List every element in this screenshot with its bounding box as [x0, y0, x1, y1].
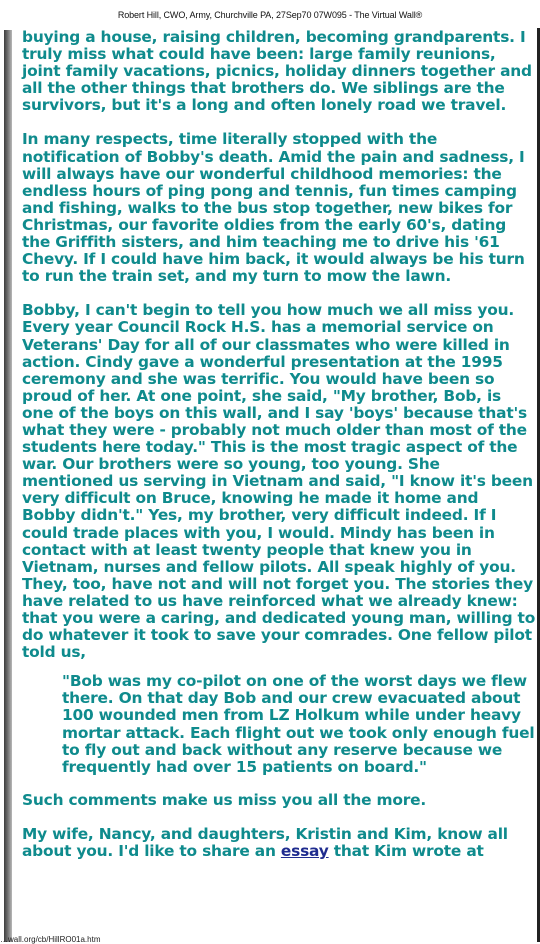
block-quote: "Bob was my co-pilot on one of the worst days we flew there. On that day Bob and our crew evacuated about 100 wounded men from LZ Holkum while under heavy mortar attack. Each flight out we took only enough fuel to fly out and back without any reserve because we frequently had over 15 patients on board." — [62, 672, 535, 776]
letter-body — [22, 29, 536, 860]
footer-url: …wall.org/cb/HillRO01a.htm — [0, 935, 101, 944]
paragraph-5 — [22, 826, 536, 860]
essay-link[interactable]: essay — [280, 842, 329, 861]
left-margin-bar — [4, 30, 12, 942]
paragraph-2: In many respects, time literally stopped with the notification of Bobby's death. Amid the pain and sadness, I will always have our wonderful childhood memories: the endless hours of ping pong and tennis, fun times camping and fishing, walks to the bus stop together, new bikes for Christmas, our favorite oldies from the early 60's, dating the Griffith sisters, and him teaching me to drive his '61 Chevy. If I could have him back, it would always be his turn to run the train set, and my turn to mow the lawn. — [22, 130, 525, 286]
paragraph-3: Bobby, I can't begin to tell you how much we all miss you. Every year Council Rock H.S. has a memorial service on Veterans' Day for all of our classmates who were killed in action. Cindy gave a wonderful presentation at the 1995 ceremony and she was terrific. You would have been so proud of her. At one point, she said, "My brother, Bob, is one of the boys on this wall, and I say 'boys' because that's what they were - probably not much older than most of the students here today." This is the most tragic aspect of the war. Our brothers were so young, too young. She mentioned us serving in Vietnam and said, "I know it's been very difficult on Bruce, knowing he made it home and Bobby didn't." Yes, my brother, very difficult indeed. If I could trade places with you, I would. Mindy has been in contact with at least twenty people that knew you in Vietnam, nurses and fellow pilots. All speak highly of you. They, too, have not and will not forget you. The stories they have related to us have reinforced what we already knew: that you were a caring, and dedicated young man, willing to do whatever it took to save your comrades. One fellow pilot told us, — [22, 301, 536, 662]
paragraph-1: buying a house, raising children, becoming grandparents. I truly miss what could have been: large family reunions, joint family vacations, picnics, holiday dinners together and all the other things that brothers do. We siblings are the survivors, but it's a long and often lonely road we travel. — [22, 28, 532, 115]
page-header: Robert Hill, CWO, Army, Churchville PA, 27Sep70 07W095 - The Virtual Wall® — [117, 10, 423, 20]
paragraph-4: Such comments make us miss you all the more. — [22, 790, 427, 809]
paragraph-5-text-start: My wife, Nancy, and daughters, Kristin and Kim, know all about you. I'd like to share an — [22, 824, 508, 861]
paragraph-5-text-end: that Kim wrote at — [328, 842, 484, 861]
